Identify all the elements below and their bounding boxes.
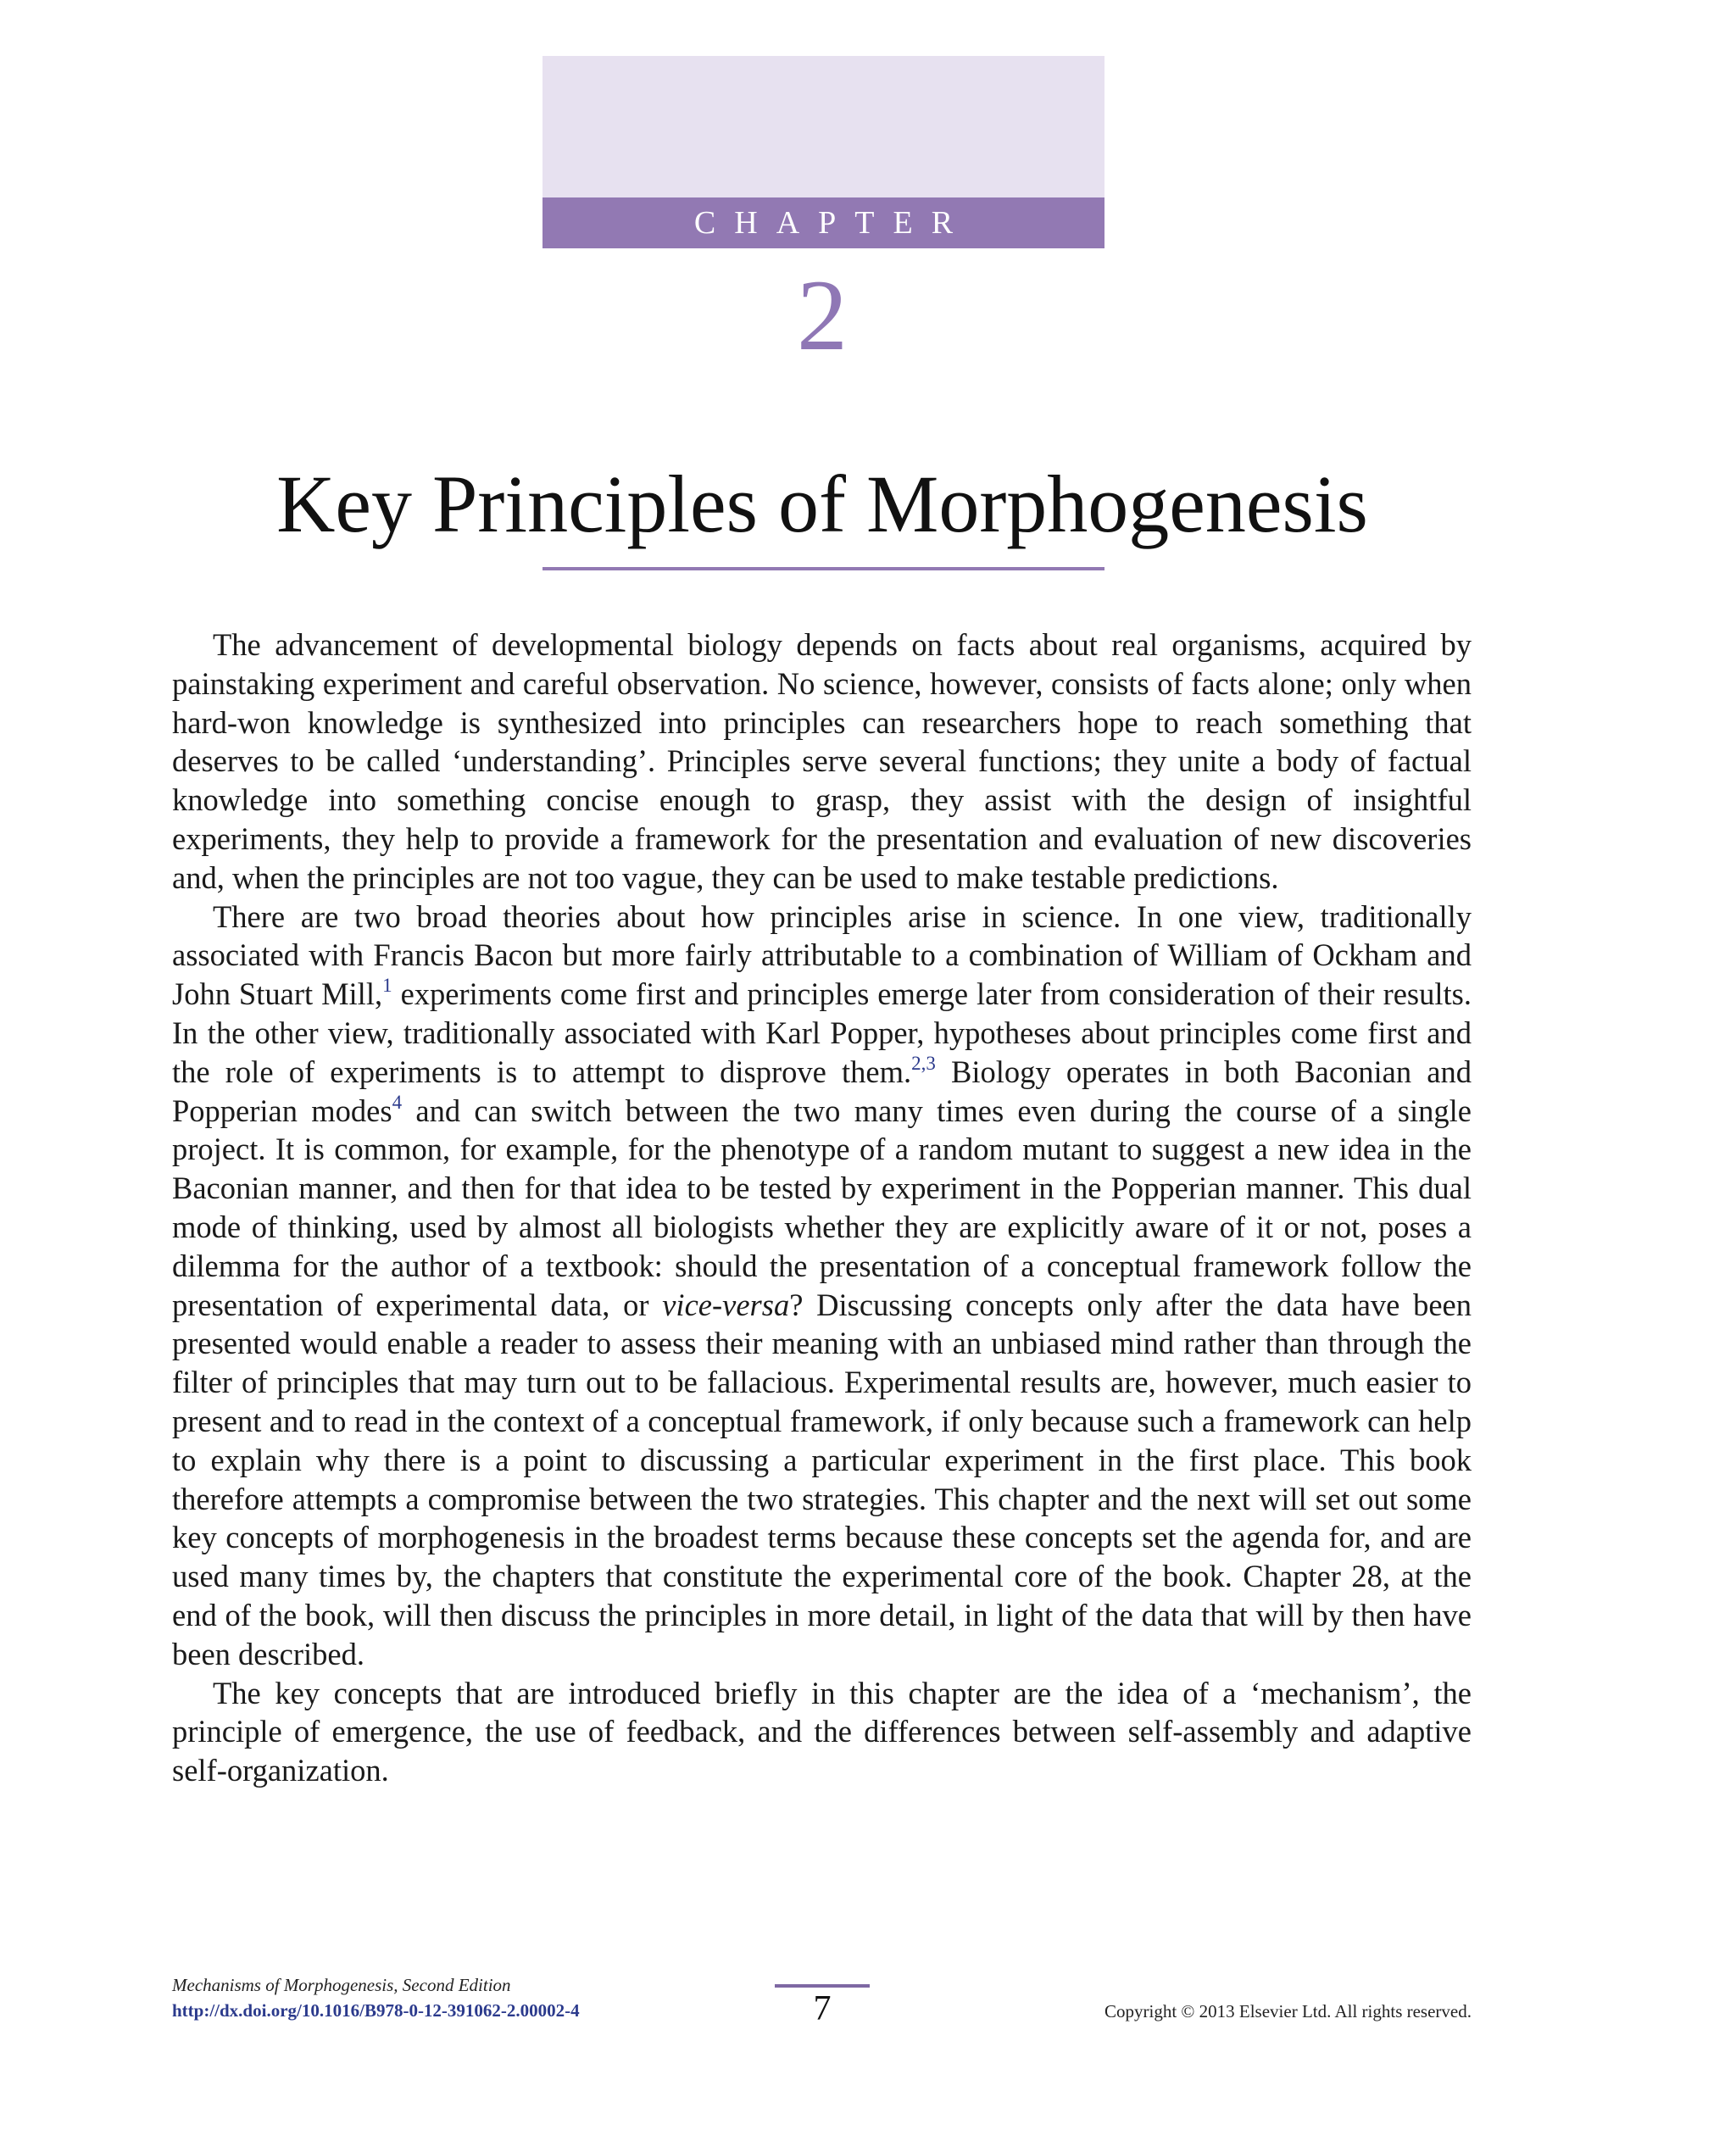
paragraph-2-text: Biology operates in both Baconian and Popperian modes [172,1054,1472,1128]
paragraph-1: The advancement of developmental biology depends on facts about real organisms, acquired by painstaking experiment and careful observation. No science, however, consists of facts alone; only when hard-won knowledge is synthesized into principles can researchers hope to reach something that deserves to be called ‘understanding’. Principles serve several functions; they unite a body of factual knowledge into something concise enough to grasp, they assist with the design of insightful experiments, they help to provide a framework for the presentation and evaluation of new discoveries and, when the principles are not too vague, they can be used to make testable predictions. [172,627,1472,895]
reference-link[interactable]: 1 [382,975,392,997]
reference-link[interactable]: 4 [392,1091,403,1113]
chapter-header-box [542,56,1104,197]
paragraph-3: The key concepts that are introduced briefly in this chapter are the idea of a ‘mechanism’, the principle of emergence, the use of feedback, and the differences between self-assembly and adaptive self-organization. [172,1675,1472,1788]
page-number: 7 [813,1989,832,2028]
paragraph-2-text: and can switch between the two many times even during the course of a single project. It is common, for example, for the phenotype of a random mutant to suggest a new idea in the Baconian manner, and then for that idea to be tested by experiment in the Popperian manner. This dual mode of thinking, used by almost all biologists whether they are explicitly aware of it or not, poses a dilemma for the author of a textbook: should the presentation of a conceptual framework follow the presentation of experimental data, or [172,1093,1472,1322]
paragraph-2-text: experiments come first and principles emerge later from consideration of their results. In the other view, traditionally associated with Karl Popper, hypotheses about principles come first and the role of experiments is to attempt to disprove them. [172,976,1472,1089]
footer-doi-link[interactable]: http://dx.doi.org/10.1016/B978-0-12-391062-2.00002-4 [172,2000,580,2021]
page-number-rule [775,1984,870,1988]
chapter-title: Key Principles of Morphogenesis [276,459,1368,549]
reference-link[interactable]: 2,3 [911,1052,936,1074]
footer-copyright: Copyright © 2013 Elsevier Ltd. All rights reserved. [1104,2001,1472,2021]
body-text [172,626,1472,1790]
footer-book-title: Mechanisms of Morphogenesis, Second Edition [172,1975,511,1995]
paragraph-2-text: ? Discussing concepts only after the data have been presented would enable a reader to assess their meaning with an unbiased mind rather than through the filter of principles that may turn out to be fallacious. Experimental results are, however, much easier to present and to read in the context of a conceptual framework, if only because such a framework can help to explain why there is a point to discussing a particular experiment in the first place. This book therefore attempts a compromise between the two strategies. This chapter and the next will set out some key concepts of morphogenesis in the broadest terms because these concepts set the agenda for, and are used many times by, the chapters that constitute the experimental core of the book. Chapter 28, at the end of the book, will then discuss the principles in more detail, in light of the data that will by then have been described. [172,1287,1472,1671]
paragraph-2-text: There are two broad theories about how principles arise in science. In one view, traditionally associated with Francis Bacon but more fairly attributable to a combination of William of Ockham and John Stuart Mill, [172,898,1472,1012]
chapter-label-band [542,197,1104,248]
emphasis-text: vice-versa [662,1287,790,1322]
chapter-number: 2 [797,259,848,371]
paragraph-2 [172,898,1472,1674]
chapter-label: CHAPTER [693,205,972,241]
title-underline [542,567,1104,570]
